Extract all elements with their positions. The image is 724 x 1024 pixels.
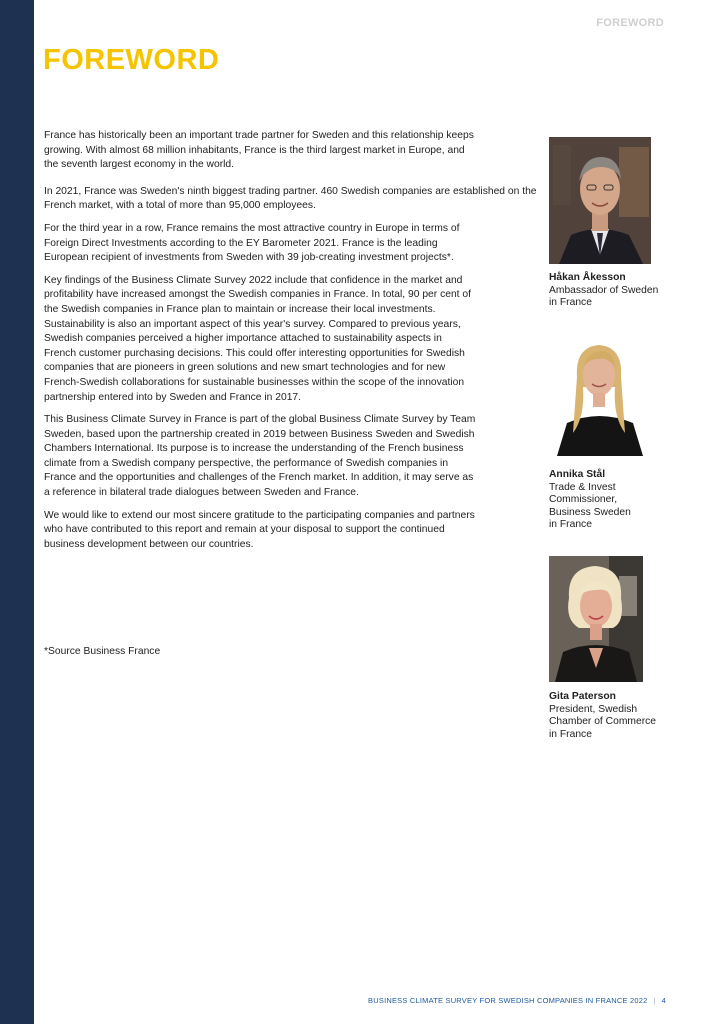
portrait-gita-paterson [549,556,643,682]
caption-gita-paterson [549,691,679,741]
caption-annika-stal [549,469,679,532]
footer-separator: | [653,996,656,1005]
paragraph: Key findings of the Business Climate Survey 2022 include that confidence in the market and profitability have increased amongst the Swedish companies in France. In total, 90 per cent of the Swedish companies in France plan to maintain or increase their local investments. Sustainability is also an important aspect of this year's survey. Compared to previous years, Swedish companies perceived a higher importance attached to sustainability aspects in French customer purchasing decisions. This could offer interesting opportunities for Swedish companies that are pioneers in green solutions and new smart technologies and for new French-Swedish collaborations for sustainable businesses within the scope of the innovation partnership entered into by Sweden and France in 2017. [44,274,471,403]
source-note: *Source Business France [44,646,161,657]
paragraph: We would like to extend our most sincere gratitude to the participating companies and partners who have contributed to this report and remain at your disposal to support the continued business development between our countries. [44,509,475,550]
paragraph: France has historically been an important trade partner for Sweden and this relationship keeps growing. With almost 68 million inhabitants, France is the third largest market in Europe, and the seventh largest economy in the world. [44,130,474,171]
paragraph: This Business Climate Survey in France is part of the global Business Climate Survey by Team Sweden, based upon the partnership created in 2019 between Business Sweden and Swedish Chambers International. Its purpose is to increase the understanding of the French business climate from a Swedish company perspective, the performance of Swedish companies in France and the opportunities and challenges of the French market. In addition, it may serve as a reference in bilateral trade dialogues between Sweden and France. [44,414,476,499]
running-header: FOREWORD [596,17,664,29]
person-role: Ambassador of Sweden in France [549,284,659,309]
page-footer [368,996,666,1005]
caption-hakan-akesson [549,272,679,310]
footer-title: BUSINESS CLIMATE SURVEY FOR SWEDISH COMPANIES IN FRANCE 2022 [368,996,648,1005]
page-title: FOREWORD [43,44,220,76]
portrait-hakan-akesson [549,137,651,264]
portrait-annika-stal [549,337,651,456]
person-role: President, Swedish Chamber of Commerce in France [549,703,657,740]
person-name: Annika Stål [549,469,606,480]
paragraph: In 2021, France was Sweden's ninth biggest trading partner. 460 Swedish companies are established on the French market, with a total of more than 95,000 employees. [44,185,537,212]
foreword-body [44,129,539,560]
sidebar-band [0,0,34,1024]
paragraph: For the third year in a row, France remains the most attractive country in Europe in terms of Foreign Direct Investments according to the EY Barometer 2021. France is the leading European recipient of investments from Sweden with 39 job-creating investment projects*. [44,222,460,264]
page-number: 4 [661,996,666,1005]
person-role: Trade & Invest Commissioner, Business Sweden in France [549,481,631,531]
person-name: Håkan Åkesson [549,272,626,283]
person-name: Gita Paterson [549,691,616,702]
